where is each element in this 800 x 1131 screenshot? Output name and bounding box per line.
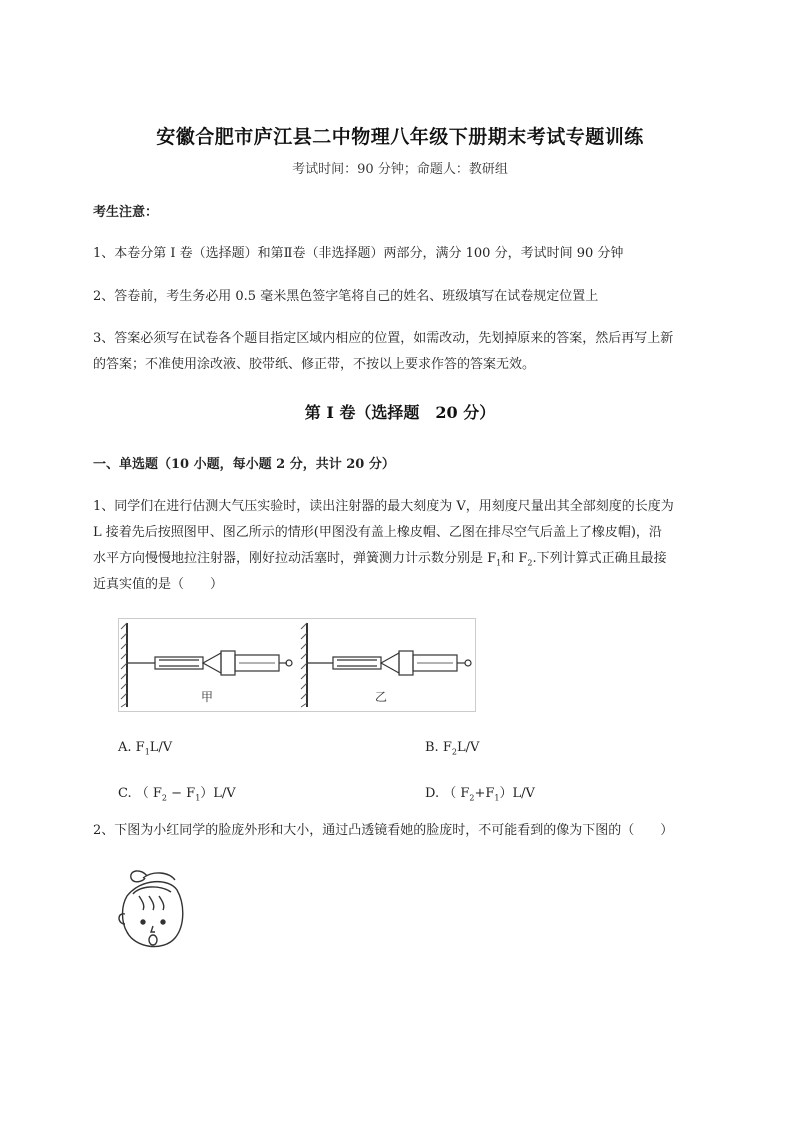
option-a-sub: 1: [144, 747, 150, 757]
girl-face-illustration: [113, 866, 197, 958]
figure-label-right: 乙: [375, 690, 388, 704]
notice-item-1: 1、本卷分第 I 卷（选择题）和第Ⅱ卷（非选择题）两部分，满分 100 分，考试时间 90 分钟: [93, 246, 624, 261]
option-d-sub-1: 1: [494, 793, 500, 803]
option-d-prefix: D. （ F: [425, 786, 470, 801]
q1-line-1: 1、同学们在进行估测大气压实验时，读出注射器的最大刻度为 V，用刻度尺量出其全部刻度的长度为: [93, 499, 674, 514]
q1-line-3-b: 和 F: [501, 551, 528, 566]
q1-line-3-a: 水平方向慢慢地拉注射器，刚好拉动活塞时，弹簧测力计示数分别是 F: [93, 551, 497, 566]
option-b-suffix: L/V: [456, 740, 480, 755]
option-b-prefix: B. F: [425, 740, 452, 755]
wall-right: [301, 623, 307, 707]
document-title: 安徽合肥市庐江县二中物理八年级下册期末考试专题训练: [156, 126, 644, 148]
option-c-sub-2: 2: [161, 793, 167, 803]
notice-heading: 考生注意：: [93, 205, 159, 220]
notice-item-2: 2、答卷前，考生务必用 0.5 毫米黑色签字笔将自己的姓名、班级填写在试卷规定位置上: [93, 289, 599, 304]
q1-option-d[interactable]: [425, 782, 535, 803]
syringe-right: [307, 651, 471, 675]
option-a-suffix: L/V: [149, 740, 173, 755]
option-a-prefix: A. F: [118, 740, 145, 755]
wall-left: [121, 623, 127, 707]
option-c-prefix: C. （ F: [118, 786, 162, 801]
q1-line-2: L 接着先后按照图甲、图乙所示的情形(甲图没有盖上橡皮帽、乙图在排尽空气后盖上了橡皮帽)，沿: [93, 525, 662, 540]
q1-option-b[interactable]: [425, 740, 479, 757]
q1-line-4: 近真实值的是（ ）: [93, 577, 224, 592]
figure-label-left: 甲: [201, 690, 214, 704]
part-heading: 一、单选题（10 小题，每小题 2 分，共计 20 分）: [93, 457, 395, 472]
q1-line-3-c: .下列计算式正确且最接: [532, 551, 667, 566]
subscript-1: 1: [496, 558, 502, 568]
notice-item-3-line-1: 3、答案必须写在试卷各个题目指定区域内相应的位置，如需改动，先划掉原来的答案，然后再写上新: [93, 331, 674, 346]
subscript-2: 2: [527, 558, 533, 568]
option-d-mid: +F: [474, 786, 495, 801]
option-c-suffix: ）L/V: [200, 786, 236, 801]
section-title: 第 I 卷（选择题 20 分）: [304, 403, 496, 422]
notice-item-3-line-2: 的答案；不准使用涂改液、胶带纸、修正带，不按以上要求作答的答案无效。: [93, 357, 536, 372]
option-c-sub-1: 1: [195, 793, 201, 803]
q1-option-c[interactable]: [118, 782, 236, 803]
option-d-sub-2: 2: [469, 793, 475, 803]
syringe-figure: [118, 618, 476, 712]
option-b-sub: 2: [451, 747, 457, 757]
option-d-suffix: ）L/V: [499, 786, 535, 801]
document-subtitle: 考试时间：90 分钟；命题人：教研组: [292, 162, 508, 177]
option-c-mid: − F: [167, 786, 196, 801]
q1-option-a[interactable]: [118, 740, 172, 757]
syringe-left: [127, 651, 292, 675]
q2-line-1: 2、下图为小红同学的脸庞外形和大小，通过凸透镜看她的脸庞时，不可能看到的像为下图的（ ）: [93, 823, 674, 838]
